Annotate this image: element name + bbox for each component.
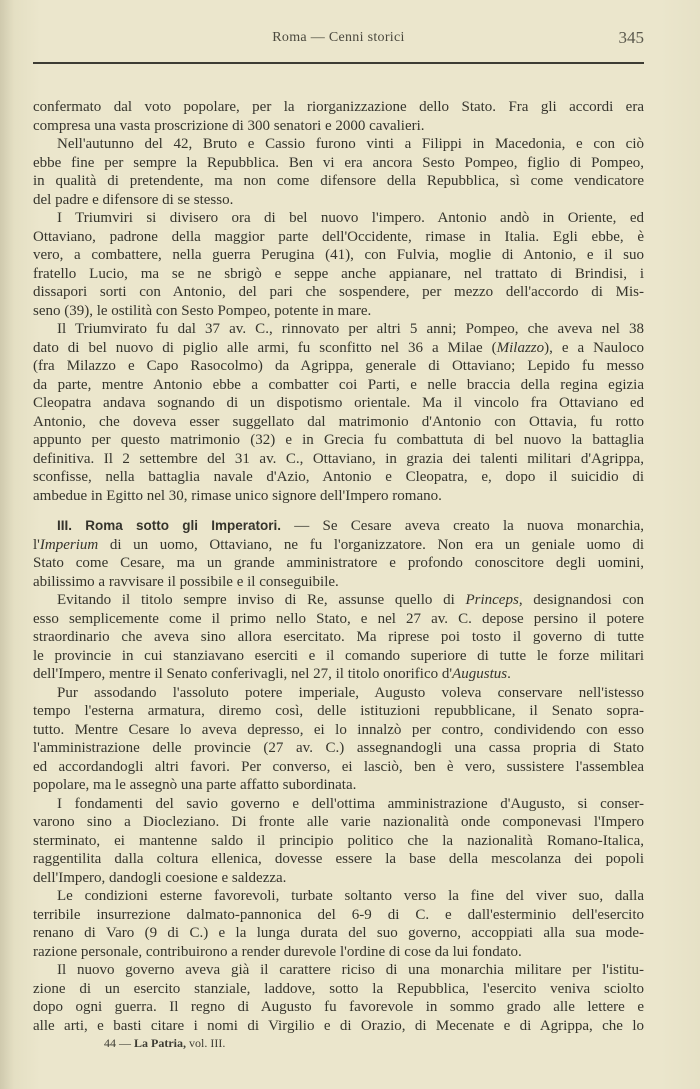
text-line: l'amministrazione delle provincie (27 av. C.) assegnandogli una cassa propria di Stato (33, 740, 644, 756)
text-line: Ottaviano, padrone della maggior parte dell'Occidente, rimase in Italia. Egli ebbe, è (33, 228, 644, 245)
footer-title: La Patria, (134, 1036, 186, 1050)
text-line: terribile insurrezione dalmato-pannonica del 6-9 di C. e dall'esterminio dell'esercito (33, 906, 644, 923)
text-line: ed accordandogli altri favori. Per converso, ei lasciò, ben è vero, sussistere l'assemblea (33, 758, 644, 775)
text-line: dissapori sorti con Antonio, del pari che sospendere, per mezzo dell'accordo di Mis- (33, 284, 644, 300)
text-line: tempo l'esterna armatura, diremo così, delle istituzioni repubblicane, il Senato sopra- (33, 703, 644, 719)
italic-term: Princeps (465, 592, 519, 608)
text-line: sconfisse, nella battaglia navale d'Azio, Antonio e Cleopatra, e, dopo il suicidio di (33, 469, 644, 485)
text-line: alle arti, e basti citare i nomi di Virgilio e di Orazio, di Mecenate e di Agrippa, che lo (33, 1017, 644, 1034)
text-section (33, 517, 644, 1035)
text-line: fratello Lucio, ma se ne sbrigò e seppe anche appianare, nel trattato di Brindisi, i (33, 265, 644, 282)
paragraph (33, 961, 644, 1035)
italic-term: Augustus (452, 666, 508, 682)
running-title: Roma — Cenni storici (272, 30, 405, 45)
text-line: appunto per questo matrimonio (32) e in Grecia fu combattuta di bel nuovo la battaglia (33, 432, 644, 448)
text-line: varono sino a Diocleziano. Di fronte alle varie nazionalità onde componevasi l'Impero (33, 814, 644, 830)
text-line: popolare, ma le assegnò una parte affatto subordinata. (33, 777, 357, 793)
text-line: da parte, mentre Antonio ebbe a combatter coi Parti, e nelle braccia della regina egizia (33, 376, 644, 393)
text-line: straordinario che aveva sino allora esercitato. Ma riprese poi tosto il governo di tutte (33, 629, 644, 645)
text-line: (fra Milazzo e Capo Rasocolmo) da Agrippa, generale di Ottaviano; Lepido fu messo (33, 358, 644, 374)
paragraph (33, 517, 644, 591)
running-header (33, 30, 644, 52)
paragraph (33, 135, 644, 209)
page-number: 345 (618, 28, 644, 47)
text-line: Il nuovo governo aveva già il carattere riciso di una monarchia militare per l'istitu- (57, 962, 644, 978)
text-line: abilissimo a ravvisare il possibile e il conseguibile. (33, 573, 339, 590)
page-body (33, 98, 644, 1035)
footer-sheet-number: 44 — (104, 1036, 131, 1050)
footer-volume: vol. III. (189, 1036, 226, 1050)
text-line: dato di bel nuovo di piglio alle armi, fu sconfitto nel 36 a Milae (Milazzo), e a Nauloco (33, 339, 644, 356)
paragraph (33, 98, 644, 135)
italic-term: Milazzo (496, 339, 545, 356)
text-line: compresa una vasta proscrizione di 300 senatori e 2000 cavalieri. (33, 117, 425, 134)
text-line: dell'Impero, mentre il Senato conferivagli, nel 27, il titolo onorifico d'Augustus. (33, 666, 511, 682)
paragraph (33, 795, 644, 888)
text-line: I Triumviri si divisero ora di bel nuovo l'impero. Antonio andò in Oriente, ed (57, 210, 644, 226)
paragraph (33, 209, 644, 320)
text-line: vero, a combattere, nella guerra Perugina (41), con Fulvia, moglie di Antonio, e il suo (33, 247, 644, 263)
text-line: zione di un esercito stanziale, laddove, sotto la Repubblica, l'esercito veniva sciolto (33, 980, 644, 997)
text-line: in qualità di pretendente, ma non come difensore della Repubblica, sì come vendicatore (33, 173, 644, 189)
paragraph (33, 684, 644, 795)
text-line: sterminato, ei mantenne saldo il principio politico che la nazionalità Romano-Italica, (33, 832, 644, 849)
text-line: I fondamenti del savio governo e dell'ottima amministrazione d'Augusto, si conser- (57, 795, 644, 812)
text-line: le provincie in cui stanziavano eserciti e il comando superiore di tutte le forze militari (33, 647, 644, 664)
text-line: razione personale, contribuirono a render durevole l'ordine di cose da lui fondato. (33, 943, 522, 960)
paragraph (33, 320, 644, 505)
italic-term: Imperium (39, 536, 99, 553)
text-line: dopo ogni guerra. Il regno di Augusto fu favorevole in sommo grado alle lettere e (33, 999, 644, 1015)
text-line: l'Imperium di un uomo, Ottaviano, ne fu l'organizzatore. Non era un geniale uomo di (33, 536, 644, 553)
text-line: Stato come Cesare, ma un grande amministratore e profondo conoscitore degli uomini, (33, 555, 644, 571)
text-line: esso semplicemente come il primo nello Stato, e nel 27 av. C. depose persino il potere (33, 610, 644, 627)
text-section (33, 98, 644, 505)
text-line: Nell'autunno del 42, Bruto e Cassio furono vinti a Filippi in Macedonia, e con ciò (57, 136, 644, 152)
footer-signature (104, 1036, 225, 1051)
text-line: III. Roma sotto gli Imperatori. — Se Cesare aveva creato la nuova monarchia, (57, 518, 644, 534)
text-line: confermato dal voto popolare, per la riorganizzazione dello Stato. Fra gli accordi era (33, 99, 644, 115)
header-rule (33, 62, 644, 64)
section-heading: III. Roma sotto gli Imperatori. (57, 518, 282, 533)
text-line: Le condizioni esterne favorevoli, turbate soltanto verso la fine del viver suo, dalla (57, 888, 644, 904)
text-line: ambedue in Egitto nel 30, rimase unico signore dell'Impero romano. (33, 487, 442, 504)
text-line: Antonio, che doveva esser suggellato dal matrimonio d'Antonio con Ottavia, fu rotto (33, 413, 644, 430)
text-line: Cleopatra andava sognando di un dispotismo orientale. Ma il vincolo fra Ottaviano ed (33, 395, 644, 411)
text-line: Evitando il titolo sempre inviso di Re, assunse quello di Princeps, designandosi con (57, 592, 644, 608)
text-line: renano di Varo (9 di C.) e la lunga durata del suo governo, accoppiati alla sua mode- (33, 925, 644, 941)
paragraph (33, 887, 644, 961)
text-line: Il Triumvirato fu dal 37 av. C., rinnovato per altri 5 anni; Pompeo, che aveva nel 38 (57, 321, 644, 337)
text-line: del padre e difensore di se stesso. (33, 191, 234, 208)
text-line: tutto. Mentre Cesare lo aveva depresso, ei lo innalzò per contro, condividendo con esso (33, 721, 644, 738)
paragraph (33, 591, 644, 684)
text-line: seno (39), le ostilità con Sesto Pompeo, potente in mare. (33, 302, 372, 319)
text-line: definitiva. Il 2 settembre del 31 av. C., Ottaviano, in grazia dei talenti militari d'Agrippa, (33, 450, 644, 467)
text-line: Pur assodando l'assoluto potere imperiale, Augusto voleva conservare nell'istesso (57, 684, 644, 701)
text-line: ebbe fine per sempre la Repubblica. Ben vi era ancora Sesto Pompeo, figlio di Pompeo, (33, 154, 644, 171)
text-line: raggentilita dalla coltura ellenica, dovesse essere la base della mescolanza dei popoli (33, 851, 644, 867)
text-line: dell'Impero, dandogli coesione e saldezza. (33, 869, 287, 886)
